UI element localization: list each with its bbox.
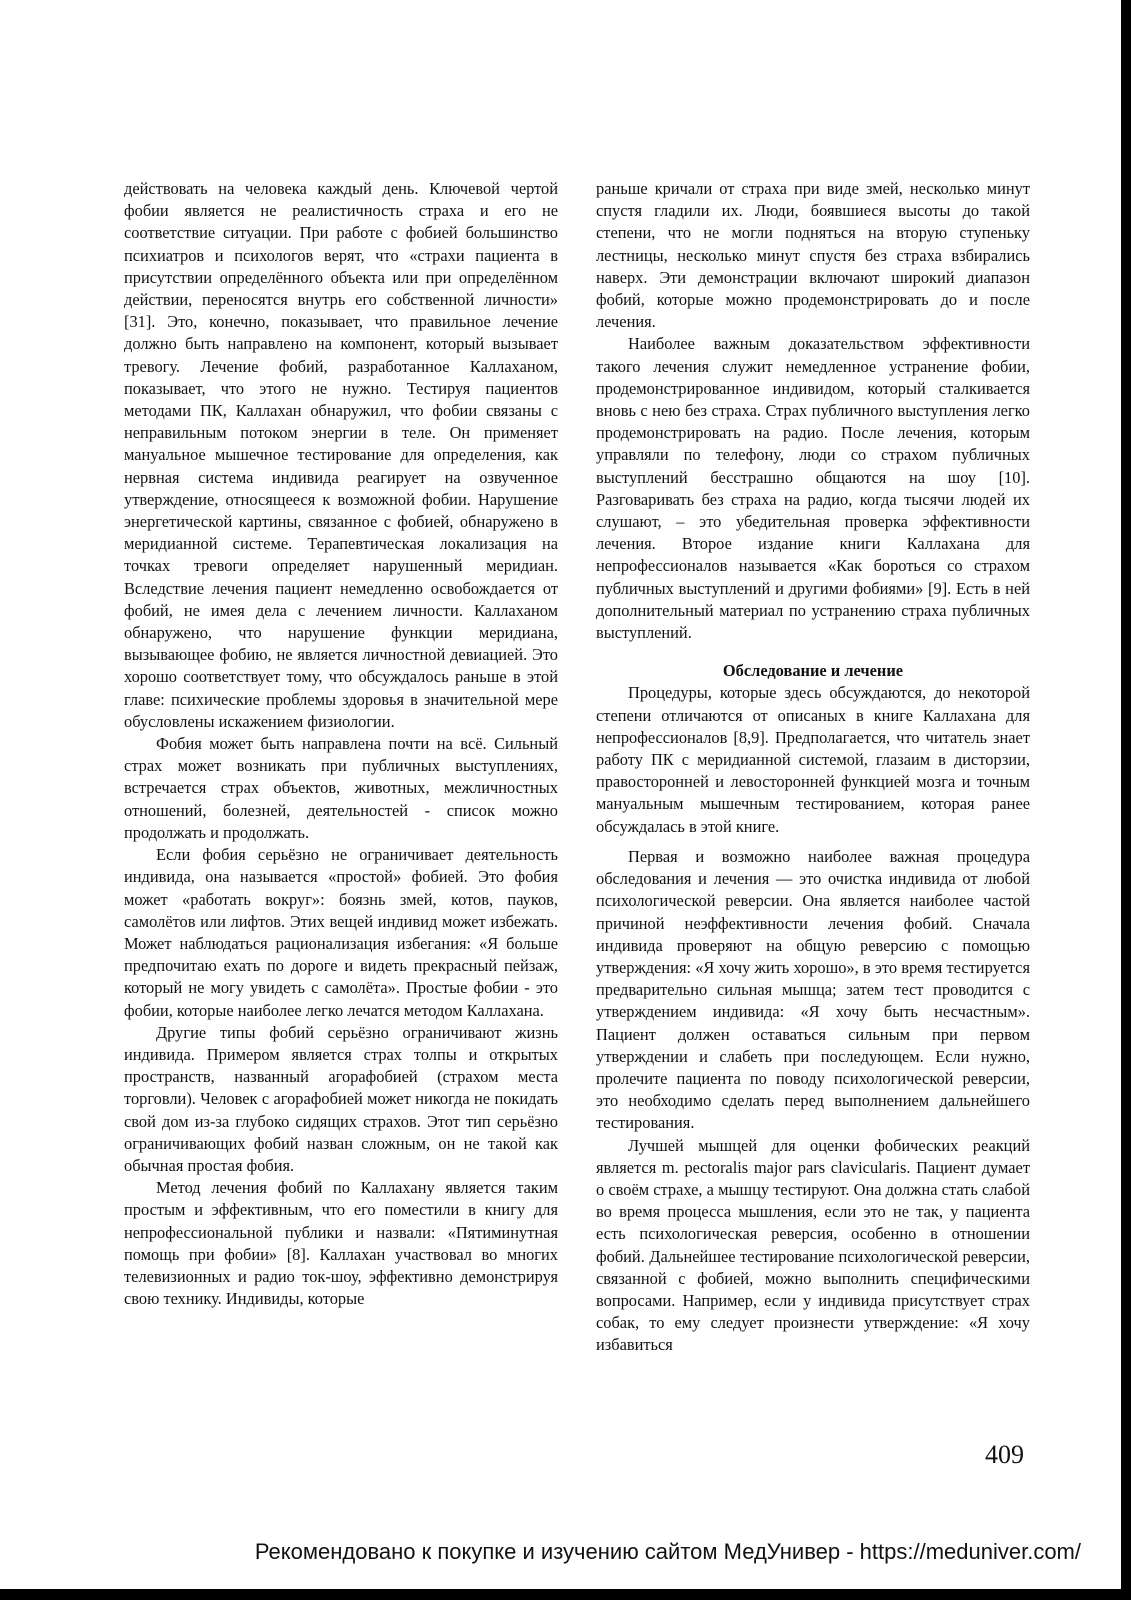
paragraph: Лучшей мышцей для оценки фобических реакций является m. pectoralis major pars clavicularis. Пациент думает о своём страхе, а мышцу тестируют. Она должна стать слабой во время процесса мышления, если это не так, у пациента есть психологическая реверсия, особенно в отношении фобий. Дальнейшее тестирование психологической реверсии, связанной с фобией, можно выполнить специфическими вопросами. Например, если у индивида присутствует страх собак, то ему следует произнести утверждение: «Я хочу избавиться bbox=[596, 1135, 1030, 1355]
scan-edge-bottom bbox=[0, 1589, 1131, 1600]
paragraph: Фобия может быть направлена почти на всё. Сильный страх может возникать при публичных выступлениях, встречается страх объектов, животных, межличностных отношений, болезней, деятельностей - список можно продолжать и продолжать. bbox=[124, 734, 558, 842]
paragraph: Другие типы фобий серьёзно ограничивают жизнь индивида. Примером является страх толпы и открытых пространств, названный агорафобией (страхом места торговли). Человек с агорафобией может никогда не покидать свой дом из-за глубоко сидящих страхов. Этот тип серьёзно ограничивающих фобий назван сложным, он не такой как обычная простая фобия. bbox=[124, 1022, 558, 1175]
paragraph: Метод лечения фобий по Каллахану является таким простым и эффективным, что его поместили в книгу для непрофессиональной публики и назвали: «Пятиминутная помощь при фобии» [8]. Каллахан участвовал во многих телевизионных и радио ток-шоу, эффективно демонстрируя свою технику. Индивиды, которые bbox=[124, 1178, 558, 1309]
right-text-column bbox=[596, 178, 1030, 1357]
page-number: 409 bbox=[985, 1440, 1024, 1469]
left-text-column bbox=[124, 178, 558, 1310]
paragraph: Первая и возможно наиболее важная процедура обследования и лечения — это очистка индивида от любой психологической реверсии. Она является наиболее частой причиной неэффективности лечения фобий. Сначала индивида проверяют на общую реверсию с помощью утверждения: «Я хочу жить хорошо», в это время тестируется предварительно сильная мышца; затем тест проводится с утверждением индивида: «Я хочу быть несчастным». Пациент должен оставаться сильным при первом утверждении и слабеть при последующем. Если нужно, пролечите пациента по поводу психологической реверсии, это необходимо сделать перед выполнением дальнейшего тестирования. bbox=[596, 846, 1030, 1133]
paragraph: Если фобия серьёзно не ограничивает деятельность индивида, она называется «простой» фобией. Это фобия может «работать вокруг»: боязнь змей, котов, пауков, самолётов или лифтов. Этих вещей индивид может избежать. Может наблюдаться рационализация избегания: «Я больше предпочитаю ехать по дороге и видеть прекрасный пейзаж, который не могу увидеть с самолёта». Простые фобии - это фобии, которые наиболее легко лечатся методом Каллахана. bbox=[124, 845, 558, 1020]
section-heading: Обследование и лечение bbox=[722, 661, 904, 681]
paragraph: Наиболее важным доказательством эффективности такого лечения служит немедленное устранение фобии, продемонстрированное индивидом, который сталкивается вновь с нею без страха. Страх публичного выступления легко продемонстрировать на радио. После лечения, которым управляли по телефону, люди со страхом публичных выступлений бесстрашно общаются на шоу [10]. Разговаривать без страха на радио, когда тысячи людей их слушают, – это убедительная проверка эффективности лечения. Второе издание книги Каллахана для непрофессионалов называется «Как бороться со страхом публичных выступлений и другими фобиями» [9]. Есть в ней дополнительный материал по устранению страха публичных выступлений. bbox=[596, 334, 1030, 643]
paragraph: действовать на человека каждый день. Ключевой чертой фобии является не реалистичность страха и его не соответствие ситуации. При работе с фобией большинство психиатров и психологов верят, что «страхи пациента в присутствии определённого объекта или при определённом действии, переносятся внутрь его собственной личности» [31]. Это, конечно, показывает, что правильное лечение должно быть направлено на компонент, который вызывает тревогу. Лечение фобий, разработанное Каллаханом, показывает, что этого не нужно. Тестируя пациентов методами ПК, Каллахан обнаружил, что фобии связаны с неправильным потоком энергии в теле. Он применяет мануальное мышечное тестирование для определения, как нервная система индивида реагирует на озвученное утверждение, относящееся к возможной фобии. Нарушение энергетической картины, связанное с фобией, обнаружено в меридианной системе. Терапевтическая локализация на точках тревоги определяет нарушенный меридиан. Вследствие лечения пациент немедленно освобождается от фобий, не имея дела с лечением личности. Каллаханом обнаружено, что нарушение функции меридиана, вызывающее фобию, не является личностной девиацией. Это хорошо соответствует тому, что обсуждалось раньше в этой главе: психические проблемы здоровья в значительной мере обусловлены искажением физиологии. bbox=[124, 179, 558, 731]
scan-edge-right bbox=[1121, 0, 1131, 1600]
paragraph: Процедуры, которые здесь обсуждаются, до некоторой степени отличаются от описаных в книге Каллахана для непрофессионалов [8,9]. Предполагается, что читатель знает работу ПК с меридианной системой, глазаим в дисторзии, правосторонней и левосторонней функцией мозга и точным мануальным мышечным тестированием, которая ранее обсуждалась в этой книге. bbox=[596, 683, 1030, 836]
paragraph: раньше кричали от страха при виде змей, несколько минут спустя гладили их. Люди, боявшиеся высоты до такой степени, что не могли подняться на вторую ступеньку лестницы, несколько минут спустя без страха взбирались наверх. Эти демонстрации включают широкий диапазон фобий, которые можно продемонстрировать до и после лечения. bbox=[596, 179, 1030, 332]
footer-recommendation: Рекомендовано к покупке и изучению сайтом МедУнивер - https://meduniver.com/ bbox=[254, 1539, 1081, 1564]
